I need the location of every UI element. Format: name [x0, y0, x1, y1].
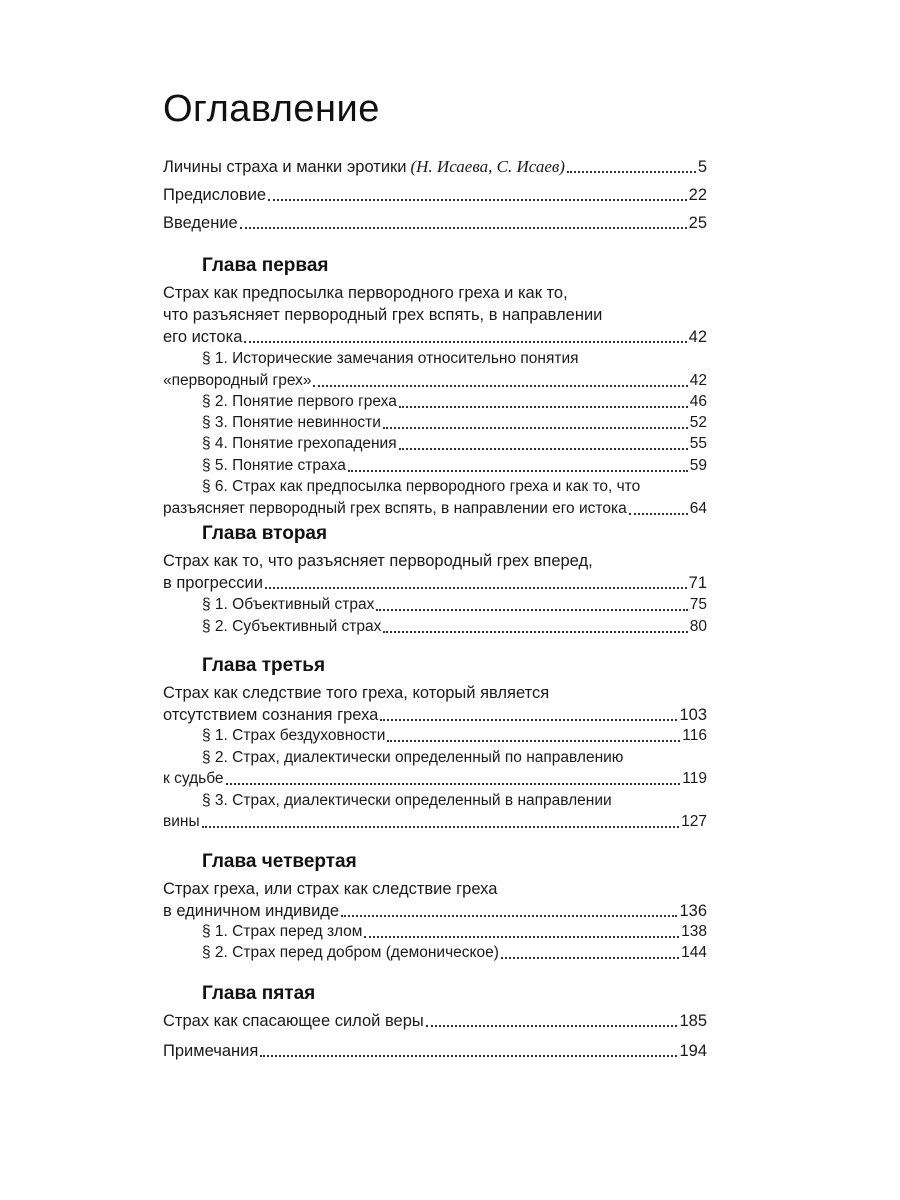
toc-section: [163, 371, 707, 391]
toc-entry: [163, 573, 707, 593]
section-title: § 5. Понятие страха: [202, 457, 346, 474]
toc-section: [163, 499, 707, 519]
page-number: 116: [682, 727, 707, 744]
entry-title-line: его истока: [163, 328, 243, 346]
toc-section: [163, 812, 707, 832]
section-title-line: § 3. Страх, диалектически определенный в направлении: [202, 792, 612, 809]
leader-dots: [348, 470, 688, 472]
page-number: 80: [689, 618, 707, 635]
leader-dots: [380, 719, 677, 721]
entry-title-line: отсутствием сознания греха: [163, 706, 379, 724]
page-title: Оглавление: [163, 88, 380, 130]
leader-dots: [383, 631, 687, 633]
section-title: § 2. Субъективный страх: [202, 618, 382, 635]
section-title-line: разъясняет первородный грех вспять, в направлении его истока: [163, 500, 627, 517]
chapter-heading: Глава третья: [202, 655, 326, 676]
page-number: 64: [689, 500, 707, 517]
leader-dots: [202, 826, 680, 828]
entry-title-line: Страх как то, что разъясняет первородный грех вперед,: [163, 552, 593, 570]
leader-dots: [567, 171, 696, 173]
section-title: § 1. Страх бездуховности: [202, 727, 386, 744]
entry-title-line: в единичном индивиде: [163, 902, 340, 920]
toc-entry: [163, 901, 707, 921]
toc-section: [202, 456, 707, 476]
chapter-heading: Глава пятая: [202, 983, 316, 1004]
page-number: 46: [689, 393, 707, 410]
page-number: 194: [679, 1042, 707, 1060]
chapter-heading: Глава первая: [202, 255, 329, 276]
toc-section: [202, 726, 707, 746]
toc-section: [202, 392, 707, 412]
page-number: 119: [682, 770, 707, 787]
entry-title-line: Страх как следствие того греха, который является: [163, 684, 550, 702]
page-number: 103: [679, 706, 707, 724]
chapter-heading: Глава четвертая: [202, 851, 357, 872]
leader-dots: [313, 385, 687, 387]
toc-section: [202, 617, 707, 637]
entry-title-line: Страх как предпосылка первородного греха и как то,: [163, 284, 568, 302]
leader-dots: [399, 448, 688, 450]
page-number: 52: [689, 414, 707, 431]
toc-section: [202, 595, 707, 615]
page-number: 75: [689, 596, 707, 613]
toc-entry: [163, 157, 707, 177]
entry-authors: (Н. Исаева, С. Исаев): [410, 157, 565, 176]
leader-dots: [226, 783, 681, 785]
entry-title: Примечания: [163, 1042, 259, 1060]
leader-dots: [268, 199, 687, 201]
section-title: § 1. Страх перед злом: [202, 923, 363, 940]
chapter-heading: Глава вторая: [202, 523, 328, 544]
page-number: 138: [681, 923, 707, 940]
toc-section: [202, 434, 707, 454]
leader-dots: [364, 936, 679, 938]
entry-title: Личины страха и манки эротики: [163, 158, 407, 176]
toc-section: [202, 922, 707, 942]
leader-dots: [629, 513, 688, 515]
entry-title-line: Страх греха, или страх как следствие греха: [163, 880, 498, 898]
page-number: 71: [688, 574, 707, 592]
page-number: 59: [689, 457, 707, 474]
leader-dots: [426, 1025, 678, 1027]
page-number: 25: [688, 214, 707, 232]
toc-entry: [163, 705, 707, 725]
leader-dots: [383, 427, 688, 429]
page-number: 144: [681, 944, 707, 961]
section-title: § 3. Понятие невинности: [202, 414, 381, 431]
leader-dots: [387, 740, 680, 742]
leader-dots: [341, 915, 677, 917]
entry-title-line: в прогрессии: [163, 574, 263, 592]
page-number: 55: [689, 435, 707, 452]
section-title: § 2. Страх перед добром (демоническое): [202, 944, 499, 961]
section-title-line: «первородный грех»: [163, 372, 312, 389]
page-number: 22: [688, 186, 707, 204]
leader-dots: [260, 1055, 677, 1057]
page-number: 42: [688, 328, 707, 346]
section-title-line: вины: [163, 813, 200, 830]
leader-dots: [240, 227, 687, 229]
page-number: 185: [679, 1012, 707, 1030]
section-title: § 1. Объективный страх: [202, 596, 375, 613]
entry-title: Страх как спасающее силой веры: [163, 1012, 424, 1030]
toc-section: [202, 413, 707, 433]
page-number: 127: [681, 813, 707, 830]
entry-title-line: что разъясняет первородный грех вспять, в направлении: [163, 306, 603, 324]
page-number: 136: [679, 902, 707, 920]
toc-entry: [163, 185, 707, 205]
section-title: § 4. Понятие грехопадения: [202, 435, 397, 452]
page-number: 5: [697, 158, 707, 176]
section-title-line: к судьбе: [163, 770, 224, 787]
toc-entry: [163, 213, 707, 233]
leader-dots: [501, 957, 679, 959]
section-title-line: § 1. Исторические замечания относительно понятия: [202, 350, 579, 367]
leader-dots: [244, 341, 686, 343]
toc-entry: [163, 1041, 707, 1061]
leader-dots: [265, 587, 687, 589]
toc-entry: [163, 327, 707, 347]
leader-dots: [399, 406, 688, 408]
page-number: 42: [689, 372, 707, 389]
toc-entry: [163, 1011, 707, 1031]
section-title-line: § 6. Страх как предпосылка первородного греха и как то, что: [202, 478, 641, 495]
toc-section: [202, 943, 707, 963]
entry-title: Введение: [163, 214, 238, 232]
leader-dots: [376, 609, 687, 611]
section-title-line: § 2. Страх, диалектически определенный по направлению: [202, 749, 624, 766]
section-title: § 2. Понятие первого греха: [202, 393, 397, 410]
entry-title: Предисловие: [163, 186, 267, 204]
toc-section: [163, 769, 707, 789]
